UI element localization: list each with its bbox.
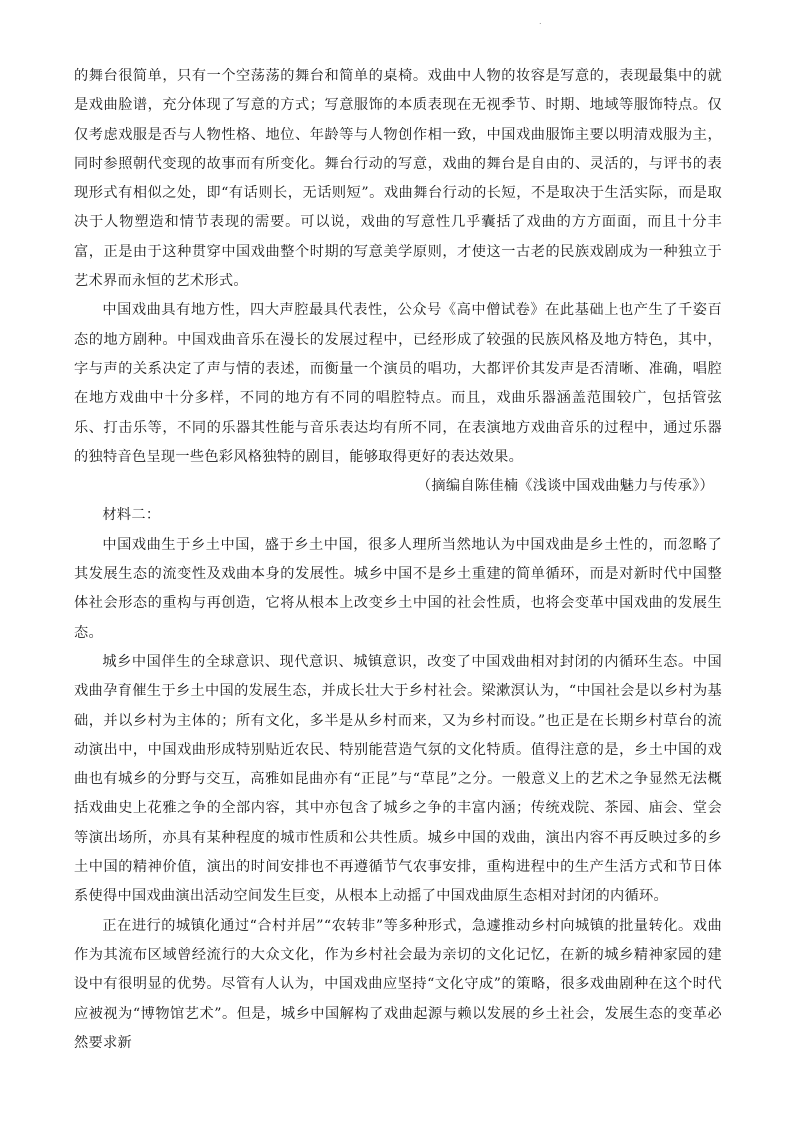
- paragraph-3: 中国戏曲生于乡土中国，盛于乡土中国，很多人理所当然地认为中国戏曲是乡土性的，而忽略了其发展生态的流变性及戏曲本身的发展性。城乡中国不是乡土重建的简单循环，而是对新时代中国整体社会形态的重构与再创造，它将从根本上改变乡土中国的社会性质，也将会变革中国戏曲的发展生态。: [74, 536, 722, 641]
- paragraph-1: 的舞台很简单，只有一个空荡荡的舞台和简单的桌椅。戏曲中人物的妆容是写意的，表现最集中的就是戏曲脸谱，充分体现了写意的方式；写意服饰的本质表现在无视季节、时期、地域等服饰特点。仅仅考虑戏服是否与人物性格、地位、年龄等与人物创作相一致，中国戏曲服饰主要以明清戏服为主，同时参照朝代变现的故事而有所变化。舞台行动的写意，戏曲的舞台是自由的、灵活的，与评书的表现形式有相似之处，即“有话则长，无话则短”。戏曲舞台行动的长短，不是取决于生活实际，而是取决于人物塑造和情节表现的需要。可以说，戏曲的写意性几乎囊括了戏曲的方方面面，而且十分丰富，正是由于这种贯穿中国戏曲整个时期的写意美学原则，才使这一古老的民族戏剧成为一种独立于艺术界而永恒的艺术形式。: [74, 68, 722, 290]
- document-page: [74, 62, 722, 1058]
- paragraph-5: 正在进行的城镇化通过“合村并居”“农转非”等多种形式，急遽推动乡村向城镇的批量转化。戏曲作为其流布区域曾经流行的大众文化，作为乡村社会最为亲切的文化记忆，在新的城乡精神家园的建设中有很明显的优势。尽管有人认为，中国戏曲应坚持“文化守成”的策略，很多戏曲剧种在这个时代应被视为“博物馆艺术”。但是，城乡中国解构了戏曲起源与赖以发展的乡土社会，发展生态的变革必然要求新: [74, 917, 722, 1051]
- material-two-label: 材料二：: [102, 507, 161, 524]
- paragraph-4: 城乡中国伴生的全球意识、现代意识、城镇意识，改变了中国戏曲相对封闭的内循环生态。中国戏曲孕育催生于乡土中国的发展生态，并成长壮大于乡村社会。梁漱溟认为，“中国社会是以乡村为基础，并以乡村为主体的；所有文化，多半是从乡村而来，又为乡村而设。”也正是在长期乡村草台的流动演出中，中国戏曲形成特别贴近农民、特别能营造气氛的文化特质。值得注意的是，乡土中国的戏曲也有城乡的分野与交互，高雅如昆曲亦有“正昆”与“草昆”之分。一般意义上的艺术之争显然无法概括戏曲史上花雅之争的全部内容，其中亦包含了城乡之争的丰富内涵；传统戏院、茶园、庙会、堂会等演出场所，亦具有某种程度的城市性质和公共性质。城乡中国的戏曲，演出内容不再反映过多的乡土中国的精神价值，演出的时间安排也不再遵循节气农事安排，重构进程中的生产生活方式和节日体系使得中国戏曲演出活动空间发生巨变，从根本上动摇了中国戏曲原生态相对封闭的内循环。: [74, 653, 722, 905]
- scan-mark: .: [539, 17, 542, 26]
- source-citation: （摘编自陈佳楠《浅谈中国戏曲魅力与传承》）: [416, 478, 714, 495]
- paragraph-2: 中国戏曲具有地方性，四大声腔最具代表性，公众号《高中僧试卷》在此基础上也产生了千姿百态的地方剧种。中国戏曲音乐在漫长的发展过程中，已经形成了较强的民族风格及地方特色，其中，字与声的关系决定了声与情的表述，而衡量一个演员的唱功，大都评价其发声是否清晰、准确，唱腔在地方戏曲中十分多样，不同的地方有不同的唱腔特点。而且，戏曲乐器涵盖范围较广，包括管弦乐、打击乐等，不同的乐器其性能与音乐表达均有所不同，在表演地方戏曲音乐的过程中，通过乐器的独特音色呈现一些色彩风格独特的剧目，能够取得更好的表达效果。: [74, 302, 722, 465]
